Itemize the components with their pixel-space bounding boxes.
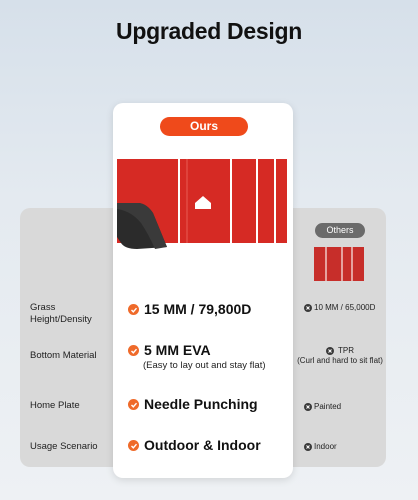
ours-badge: Ours: [160, 117, 248, 136]
ours-note-bottom: (Easy to lay out and stay flat): [143, 360, 266, 371]
check-circle-icon: [128, 304, 139, 315]
others-value-grass: 10 MM / 65,000D: [304, 303, 375, 312]
check-circle-icon: [128, 440, 139, 451]
ours-mat-image: [117, 157, 289, 251]
x-circle-icon: [304, 443, 312, 451]
others-value-plate: Painted: [304, 402, 341, 411]
others-badge: Others: [315, 223, 365, 238]
others-value-bottom: TPR: [292, 346, 388, 355]
others-mat-image: [314, 247, 364, 281]
row-label-grass: Grass Height/Density: [30, 302, 92, 325]
row-label-bottom: Bottom Material: [30, 350, 97, 361]
ours-value-grass: 15 MM / 79,800D: [128, 301, 251, 317]
page-title: Upgraded Design: [116, 18, 302, 44]
ours-card: [113, 103, 293, 478]
ours-value-bottom: 5 MM EVA: [128, 342, 211, 358]
ours-value-plate: Needle Punching: [128, 396, 258, 412]
row-label-usage: Usage Scenario: [30, 441, 98, 452]
others-value-usage: Indoor: [304, 442, 337, 451]
ours-value-usage: Outdoor & Indoor: [128, 437, 261, 453]
row-label-plate: Home Plate: [30, 400, 80, 411]
check-circle-icon: [128, 399, 139, 410]
check-circle-icon: [128, 345, 139, 356]
others-note-bottom: (Curl and hard to sit flat): [297, 356, 383, 365]
x-circle-icon: [326, 347, 334, 355]
x-circle-icon: [304, 403, 312, 411]
x-circle-icon: [304, 304, 312, 312]
